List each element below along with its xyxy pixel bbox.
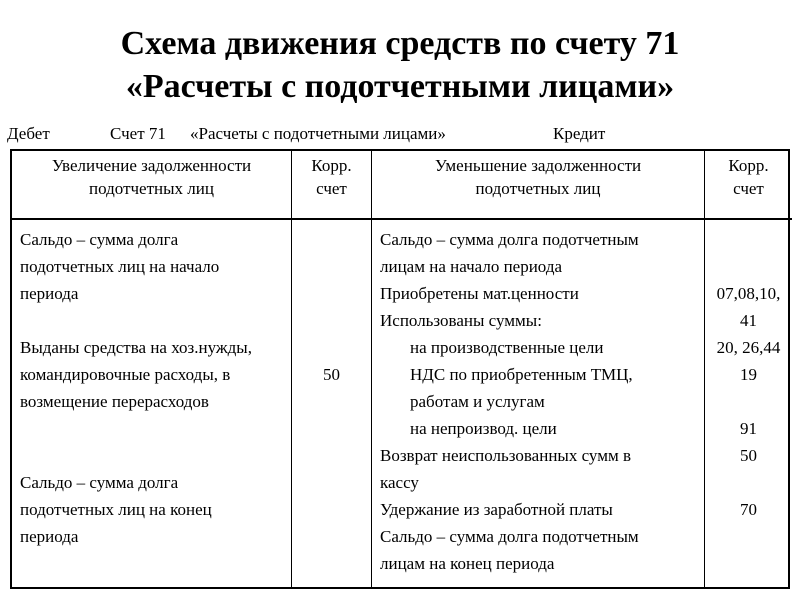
corr-account-value	[292, 388, 371, 415]
credit-entry-line: Сальдо – сумма долга подотчетным	[380, 527, 639, 546]
column-header-increase-line2: подотчетных лиц	[89, 179, 214, 198]
column-header-corr-debit	[292, 151, 372, 220]
credit-entry-line: Возврат неиспользованных сумм в	[380, 446, 631, 465]
corr-account-value: 70	[740, 500, 757, 519]
credit-label: Кредит	[553, 124, 606, 143]
debit-entry-line: Выданы средства на хоз.нужды,	[20, 338, 252, 357]
page-title-line-1: Схема движения средств по счету 71	[120, 25, 680, 62]
corr-account-value: 07,08,10,	[716, 284, 781, 303]
column-header-corr-credit-line2: счет	[733, 179, 764, 198]
debit-entry-line: возмещение перерасходов	[20, 392, 209, 411]
credit-entry-line: работам и услугам	[410, 392, 545, 411]
column-header-corr-credit-line1: Корр.	[728, 156, 769, 175]
account-name: «Расчеты с подотчетными лицами»	[190, 124, 446, 143]
debit-label: Дебет	[7, 124, 50, 143]
debit-entry-line: командировочные расходы, в	[20, 365, 231, 384]
corr-account-value	[292, 496, 371, 523]
debit-entry-line	[20, 442, 289, 469]
credit-entry-line: Удержание из заработной платы	[380, 500, 613, 519]
corr-account-value: 91	[740, 419, 757, 438]
corr-account-value	[705, 226, 792, 253]
credit-entry-line: Использованы суммы:	[380, 311, 542, 330]
column-header-corr-debit-line1: Корр.	[311, 156, 352, 175]
credit-entry-line: на непроизвод. цели	[410, 419, 557, 438]
credit-entries-cell	[372, 220, 705, 587]
corr-account-value	[705, 550, 792, 577]
corr-account-value	[292, 280, 371, 307]
credit-entry-line: Приобретены мат.ценности	[380, 284, 579, 303]
debit-entry-line: периода	[20, 284, 79, 303]
corr-account-value: 50	[323, 365, 340, 384]
credit-corr-cell	[705, 220, 792, 587]
debit-entry-line	[20, 415, 289, 442]
page-title	[0, 22, 800, 108]
credit-entry-line: лицам на начало периода	[380, 257, 563, 276]
column-header-decrease	[372, 151, 705, 220]
account-header	[0, 124, 800, 149]
column-header-increase	[12, 151, 292, 220]
corr-account-value	[292, 307, 371, 334]
column-header-corr-credit	[705, 151, 792, 220]
corr-account-value	[292, 415, 371, 442]
corr-account-value: 20, 26,44	[716, 338, 781, 357]
column-header-decrease-line1: Уменьшение задолженности	[434, 156, 642, 175]
debit-corr-cell	[292, 220, 372, 587]
debit-entry-line	[20, 307, 289, 334]
debit-entry-line: Сальдо – сумма долга	[20, 230, 179, 249]
account-number: Счет 71	[110, 124, 166, 143]
credit-entry-line: Сальдо – сумма долга подотчетным	[380, 230, 639, 249]
corr-account-value	[292, 334, 371, 361]
column-header-corr-debit-line2: счет	[316, 179, 347, 198]
corr-account-value: 50	[740, 446, 757, 465]
corr-account-value	[292, 523, 371, 550]
debit-entry-line: подотчетных лиц на начало	[20, 257, 220, 276]
debit-entry-line: периода	[20, 527, 79, 546]
corr-account-value	[705, 523, 792, 550]
column-header-increase-line1: Увеличение задолженности	[51, 156, 252, 175]
corr-account-value: 41	[740, 311, 757, 330]
corr-account-value	[705, 388, 792, 415]
corr-account-value	[292, 226, 371, 253]
debit-entry-line: подотчетных лиц на конец	[20, 500, 212, 519]
credit-entry-line: кассу	[380, 473, 419, 492]
column-header-decrease-line2: подотчетных лиц	[475, 179, 601, 198]
corr-account-value	[292, 469, 371, 496]
credit-entry-line: на производственные цели	[410, 338, 604, 357]
corr-account-value	[705, 469, 792, 496]
page-title-line-2: «Расчеты с подотчетными лицами»	[125, 68, 675, 105]
debit-entries-cell	[12, 220, 292, 587]
t-account-table	[10, 149, 790, 589]
corr-account-value: 19	[740, 365, 757, 384]
corr-account-value	[705, 253, 792, 280]
corr-account-value	[292, 442, 371, 469]
corr-account-value	[292, 253, 371, 280]
credit-entry-line: лицам на конец периода	[380, 554, 555, 573]
credit-entry-line: НДС по приобретенным ТМЦ,	[410, 365, 633, 384]
debit-entry-line: Сальдо – сумма долга	[20, 473, 179, 492]
